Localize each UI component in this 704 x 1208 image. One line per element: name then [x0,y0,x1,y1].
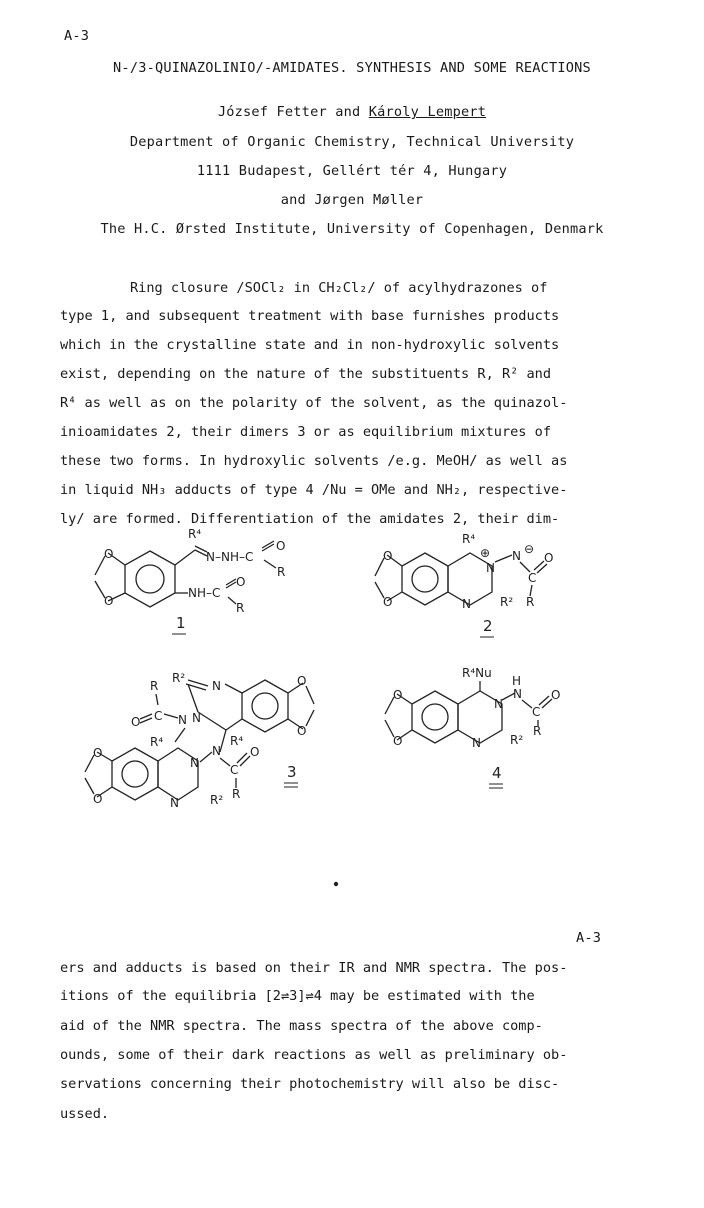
continuation-line: servations concerning their photochemistry will also be disc- [60,1076,560,1092]
svg-text:N: N [486,561,495,575]
svg-text:O: O [393,688,403,702]
svg-text:R⁴Nu: R⁴Nu [462,666,492,680]
abstract-line: which in the crystalline state and in non-hydroxylic solvents [60,337,560,353]
svg-text:R⁴: R⁴ [462,532,476,546]
svg-text:NH–C: NH–C [188,586,221,600]
svg-text:N: N [170,796,179,810]
svg-text:N: N [178,713,187,727]
affiliation-2: 1111 Budapest, Gellért tér 4, Hungary [196,163,508,179]
svg-text:R: R [533,724,542,738]
svg-text:N: N [462,597,471,611]
svg-text:⊕: ⊕ [480,546,491,560]
svg-text:O: O [551,688,561,702]
svg-text:R⁴: R⁴ [188,527,202,541]
svg-text:⊖: ⊖ [524,542,535,556]
structure-2 [375,532,553,611]
svg-text:R⁴: R⁴ [230,734,244,748]
svg-text:O: O [250,745,260,759]
svg-text:O: O [297,674,307,688]
svg-text:N: N [494,697,503,711]
svg-text:R: R [236,601,245,615]
svg-text:C: C [230,763,239,777]
svg-text:N: N [212,679,221,693]
continuation-line: ussed. [60,1106,110,1122]
author-fetter: József Fetter and [217,104,369,120]
svg-text:R: R [526,595,535,609]
affiliation-3: The H.C. Ørsted Institute, University of Copenhagen, Denmark [100,221,604,237]
compound-label-4: 4 [492,764,502,782]
svg-text:R²: R² [172,671,186,685]
svg-text:O: O [297,724,307,738]
continuation-line: aid of the NMR spectra. The mass spectra of the above comp- [60,1018,543,1034]
abstract-line: R⁴ as well as on the polarity of the solvent, as the quinazol- [60,395,568,411]
structure-1 [95,527,285,615]
svg-text:R²: R² [510,733,524,747]
compound-label-3: 3 [287,763,297,781]
svg-text:C: C [532,705,541,719]
compound-label-1: 1 [176,614,186,632]
svg-text:O: O [236,575,246,589]
continuation-line: ers and adducts is based on their IR and NMR spectra. The pos- [60,960,568,976]
svg-text:N–NH–C: N–NH–C [206,550,254,564]
abstract-line: type 1, and subsequent treatment with base furnishes products [60,308,560,324]
abstract-line: in liquid NH₃ adducts of type 4 /Nu = OMe and NH₂, respective- [60,482,568,498]
svg-text:H: H [512,674,522,688]
structure-3 [85,671,314,810]
svg-text:C: C [154,709,163,723]
structure-4 [385,666,560,750]
paper-title: N-/3-QUINAZOLINIO/-AMIDATES. SYNTHESIS AND SOME REACTIONS [113,60,591,76]
abstract-line: exist, depending on the nature of the substituents R, R² and [60,366,552,382]
svg-text:O: O [104,547,114,561]
abstract-line: these two forms. In hydroxylic solvents /e.g. MeOH/ as well as [60,453,568,469]
svg-text:R⁴: R⁴ [150,735,164,749]
svg-text:C: C [528,571,537,585]
svg-text:O: O [544,551,554,565]
svg-text:O: O [276,539,286,553]
svg-text:R: R [150,679,159,693]
svg-text:N: N [512,549,521,563]
svg-text:N: N [192,711,201,725]
svg-text:N: N [472,736,481,750]
svg-text:R: R [277,565,286,579]
author-lempert: Károly Lempert [368,104,487,120]
svg-text:O: O [131,715,141,729]
svg-text:O: O [393,734,403,748]
svg-text:O: O [383,595,393,609]
abstract-line: Ring closure /SOCl₂ in CH₂Cl₂/ of acylhydrazones of [130,280,548,296]
continuation-line: itions of the equilibria [2⇌3]⇌4 may be estimated with the [60,988,535,1004]
page-label-top: A-3 [64,28,90,44]
svg-text:N: N [212,744,221,758]
svg-text:R²: R² [500,595,514,609]
page-label-bottom: A-3 [576,930,602,946]
svg-text:O: O [93,746,103,760]
svg-text:R: R [232,787,241,801]
svg-text:O: O [383,549,393,563]
svg-text:R²: R² [210,793,224,807]
svg-text:N: N [190,756,199,770]
abstract-line: ly/ are formed. Differentiation of the amidates 2, their dim- [60,511,560,527]
continuation-line: ounds, some of their dark reactions as well as preliminary ob- [60,1047,568,1063]
svg-text:O: O [93,792,103,806]
affiliation-1: Department of Organic Chemistry, Technical University [129,134,575,150]
authors-line-2: and Jørgen Møller [280,192,424,208]
ink-dot [334,882,338,886]
svg-text:N: N [513,687,522,701]
svg-text:O: O [104,594,114,608]
abstract-line: inioamidates 2, their dimers 3 or as equilibrium mixtures of [60,424,552,440]
compound-label-2: 2 [483,617,493,635]
